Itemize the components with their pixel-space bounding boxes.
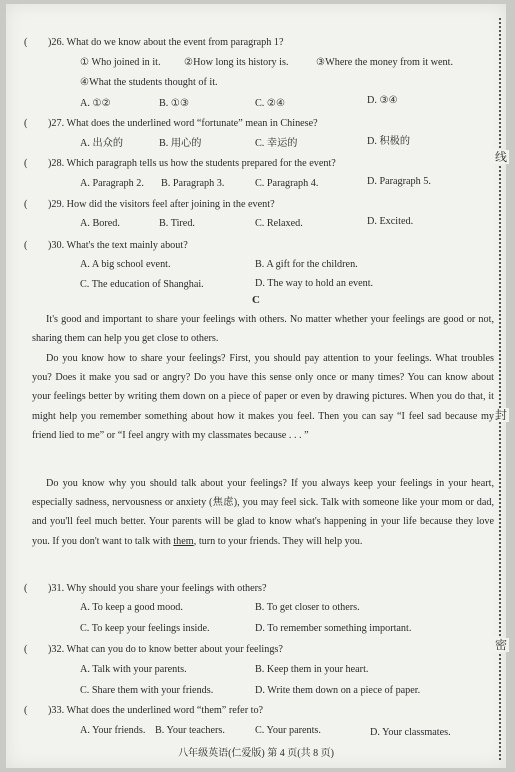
- q29-option-c: C. Relaxed.: [255, 218, 303, 229]
- q32-option-d: D. Write them down on a piece of paper.: [255, 685, 421, 696]
- answer-paren: (: [24, 199, 28, 210]
- question-31-stem: )31. Why should you share your feelings with others?: [48, 583, 267, 594]
- answer-paren: (: [24, 705, 28, 716]
- section-c-heading: C: [252, 294, 260, 306]
- question-28-stem: )28. Which paragraph tells us how the students prepared for the event?: [48, 158, 336, 169]
- q26-sub-option-4: ④What the students thought of it.: [80, 77, 218, 88]
- q33-option-b: B. Your teachers.: [155, 725, 225, 736]
- q32-option-c: C. Share them with your friends.: [80, 685, 214, 696]
- q28-option-d: D. Paragraph 5.: [367, 176, 431, 187]
- q33-option-a: A. Your friends.: [80, 725, 146, 736]
- binding-char-2: 封: [494, 408, 507, 422]
- answer-paren: (: [24, 37, 28, 48]
- passage-paragraph-1: It's good and important to share your feelings with others. No matter whether your feelings are good or not, sharing them can help you get close to others.: [32, 314, 494, 345]
- binding-char-3: 密: [494, 638, 507, 652]
- q30-option-d: D. The way to hold an event.: [255, 278, 374, 289]
- answer-paren: (: [24, 158, 28, 169]
- q30-option-c: C. The education of Shanghai.: [80, 279, 204, 290]
- q31-option-b: B. To get closer to others.: [255, 602, 360, 613]
- q26-option-a: A. ①②: [80, 98, 111, 109]
- q26-sub-option-3: ③Where the money from it went.: [316, 57, 453, 68]
- answer-paren: (: [24, 118, 28, 129]
- q26-sub-option-1: ① Who joined in it.: [80, 57, 161, 68]
- page-footer: 八年级英语(仁爱版) 第 4 页(共 8 页): [178, 748, 334, 759]
- q31-option-d: D. To remember something important.: [255, 623, 412, 634]
- exam-page: [6, 4, 506, 768]
- binding-char-1: 线: [494, 150, 507, 164]
- q28-option-a: A. Paragraph 2.: [80, 178, 144, 189]
- q26-option-d: D. ③④: [367, 95, 398, 106]
- q32-option-a: A. Talk with your parents.: [80, 664, 187, 675]
- q26-option-b: B. ①③: [159, 98, 190, 109]
- question-26-stem: )26. What do we know about the event from paragraph 1?: [48, 37, 284, 48]
- q29-option-a: A. Bored.: [80, 218, 120, 229]
- answer-paren: (: [24, 644, 28, 655]
- underlined-word-them: them: [173, 535, 194, 547]
- question-32-stem: )32. What can you do to know better about your feelings?: [48, 644, 283, 655]
- q26-sub-option-2: ②How long its history is.: [184, 57, 289, 68]
- q28-option-b: B. Paragraph 3.: [161, 178, 225, 189]
- q31-option-c: C. To keep your feelings inside.: [80, 623, 210, 634]
- q29-option-b: B. Tired.: [159, 218, 195, 229]
- question-30-stem: )30. What's the text mainly about?: [48, 240, 188, 251]
- q30-option-a: A. A big school event.: [80, 259, 171, 270]
- passage-p3-before: Do you know why you should talk about your feelings? If you always keep your feelings in your heart, especially sadness, nervousness or anxiety (焦虑), you may feel sick. Talk with someone like your mom or dad, and you'll feel much better. Your parents will be glad to know what's happening in your life because they love you. If you don't want to talk with: [32, 478, 494, 547]
- passage-p3-after: , turn to your friends. They will help you.: [193, 535, 363, 547]
- q27-option-a: A. 出众的: [80, 138, 124, 149]
- q32-option-b: B. Keep them in your heart.: [255, 664, 369, 675]
- q27-option-b: B. 用心的: [159, 138, 202, 149]
- q33-option-c: C. Your parents.: [255, 725, 321, 736]
- q29-option-d: D. Excited.: [367, 216, 414, 227]
- q27-option-d: D. 积极的: [367, 136, 411, 147]
- q26-option-c: C. ②④: [255, 98, 286, 109]
- question-27-stem: )27. What does the underlined word “fortunate” mean in Chinese?: [48, 118, 318, 129]
- q31-option-a: A. To keep a good mood.: [80, 602, 183, 613]
- q30-option-b: B. A gift for the children.: [255, 259, 358, 270]
- answer-paren: (: [24, 583, 28, 594]
- passage-paragraph-2: Do you know how to share your feelings? First, you should pay attention to your feelings. What troubles you? Does it make you sad or angry? Do you have this sense only once or many times? You can know about your feelings better by writing them down on a piece of paper or even by drawing pictures. When you do that, it might help you remember something about how it makes you feel. Then you can say “I feel sad because my friend lied to me” or “I feel angry with my classmates because . . . ”: [32, 353, 494, 441]
- answer-paren: (: [24, 240, 28, 251]
- question-29-stem: )29. How did the visitors feel after joining in the event?: [48, 199, 275, 210]
- q33-option-d: D. Your classmates.: [370, 727, 451, 738]
- q28-option-c: C. Paragraph 4.: [255, 178, 319, 189]
- q27-option-c: C. 幸运的: [255, 138, 298, 149]
- question-33-stem: )33. What does the underlined word “them” refer to?: [48, 705, 264, 716]
- passage-paragraph-3: [32, 474, 494, 551]
